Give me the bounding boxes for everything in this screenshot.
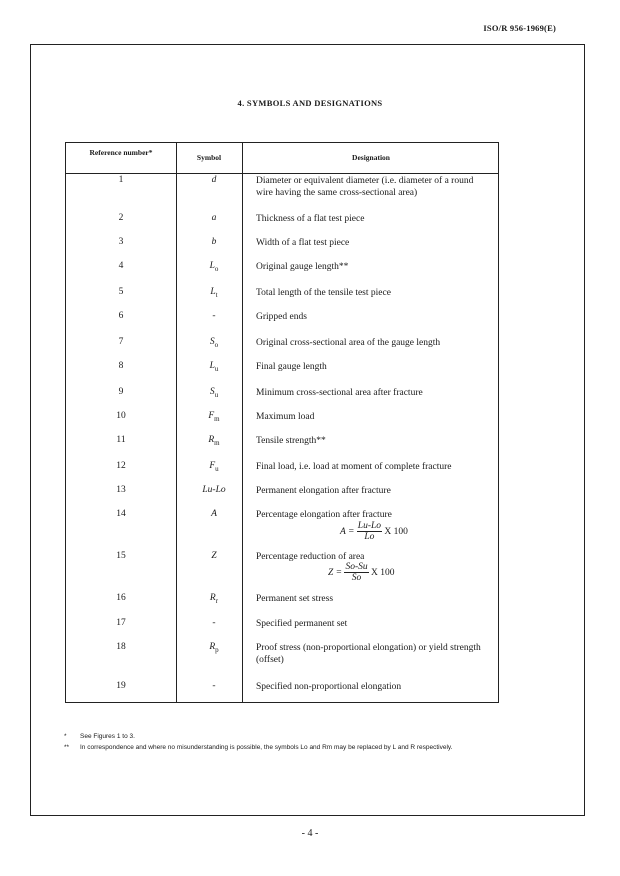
symbol-subscript: m xyxy=(214,438,220,447)
designation: Tensile strength** xyxy=(256,436,326,446)
symbol-letter: S xyxy=(209,337,215,347)
symbol-letter: d xyxy=(211,175,217,185)
footnote-text: See Figures 1 to 3. xyxy=(80,733,135,740)
table-row xyxy=(66,261,498,285)
symbol-letter: F xyxy=(209,461,216,471)
symbol xyxy=(176,261,252,273)
formula-percentage-elongation xyxy=(340,521,408,543)
symbol-letter: L xyxy=(210,287,216,297)
symbol xyxy=(176,213,252,223)
symbol-letter: - xyxy=(212,681,216,691)
footnote-2 xyxy=(64,743,504,752)
table-row xyxy=(66,681,498,705)
symbol xyxy=(176,411,252,423)
symbol-letter: a xyxy=(211,213,217,223)
symbol-letter: F xyxy=(208,411,215,421)
designation: Permanent set stress xyxy=(256,594,334,604)
reference-number: 9 xyxy=(118,387,124,397)
table-row xyxy=(66,175,498,199)
header-divider xyxy=(66,173,498,174)
designation: Original cross-sectional area of the gauge length xyxy=(256,338,441,348)
symbol-subscript: p xyxy=(215,645,219,654)
formula-numerator: Lu-Lo xyxy=(357,521,382,531)
table-row xyxy=(66,337,498,361)
reference-number: 12 xyxy=(116,461,126,471)
symbol xyxy=(176,642,252,654)
symbol-letter: S xyxy=(209,387,215,397)
footnote-text: In correspondence and where no misunderstanding is possible, the symbols Lo and Rm may be replaced by L and R respectively. xyxy=(80,744,453,751)
designation: Permanent elongation after fracture xyxy=(256,486,391,496)
footnote-mark: * xyxy=(64,733,67,740)
symbol-letter: Lu-Lo xyxy=(202,485,226,495)
symbol-subscript: u xyxy=(214,364,219,373)
formula-reduction-of-area xyxy=(328,562,395,584)
symbol-letter: R xyxy=(209,642,216,652)
designation: Proof stress (non-proportional elongation) or yield strength (offset) xyxy=(256,643,481,665)
symbol xyxy=(176,593,252,605)
table-row xyxy=(66,287,498,311)
formula-rhs: X 100 xyxy=(384,527,408,538)
header-designation: Designation xyxy=(352,153,390,162)
symbol-letter: - xyxy=(212,618,216,628)
symbol-letter: A xyxy=(211,509,217,519)
symbol xyxy=(176,175,252,185)
table-row xyxy=(66,311,498,335)
symbol xyxy=(176,387,252,399)
designation: Final load, i.e. load at moment of complete fracture xyxy=(256,462,452,472)
formula-denominator: So xyxy=(351,573,362,583)
designation: Gripped ends xyxy=(256,312,307,322)
symbol xyxy=(176,287,252,299)
formula-lhs: Z = xyxy=(328,568,343,579)
symbol-letter: L xyxy=(209,361,215,371)
table-row xyxy=(66,593,498,617)
formula-denominator: Lo xyxy=(364,532,375,542)
designation: Diameter or equivalent diameter (i.e. diameter of a round wire having the same cross-sectional area) xyxy=(256,176,474,198)
designation: Specified permanent set xyxy=(256,619,348,629)
reference-number: 16 xyxy=(116,593,126,603)
formula-numerator: So-Su xyxy=(345,562,368,572)
table-row xyxy=(66,411,498,435)
symbol xyxy=(176,337,252,349)
reference-number: 14 xyxy=(116,509,126,519)
symbol xyxy=(176,237,252,247)
symbol xyxy=(176,509,252,519)
reference-number: 3 xyxy=(118,237,124,247)
symbol xyxy=(176,435,252,447)
symbol-subscript: o xyxy=(214,264,219,273)
designation: Final gauge length xyxy=(256,362,327,372)
table-row xyxy=(66,618,498,642)
table-row xyxy=(66,213,498,237)
designation: Specified non-proportional elongation xyxy=(256,682,402,692)
reference-number: 2 xyxy=(118,213,124,223)
table-row xyxy=(66,485,498,509)
reference-number: 5 xyxy=(118,287,124,297)
formula-lhs: A = xyxy=(340,527,355,538)
symbol xyxy=(176,361,252,373)
symbol-subscript: m xyxy=(214,414,220,423)
section-title: 4. SYMBOLS AND DESIGNATIONS xyxy=(237,98,383,108)
reference-number: 13 xyxy=(116,485,126,495)
symbol-letter: Z xyxy=(211,551,217,561)
header-reference-number: Reference number* xyxy=(89,148,153,157)
formula-rhs: X 100 xyxy=(371,568,395,579)
reference-number: 18 xyxy=(116,642,126,652)
reference-number: 6 xyxy=(118,311,124,321)
header-symbol: Symbol xyxy=(196,153,222,162)
table-row xyxy=(66,642,498,666)
symbol xyxy=(176,681,252,691)
footnotes xyxy=(64,732,504,754)
reference-number: 10 xyxy=(116,411,126,421)
reference-number: 7 xyxy=(118,337,124,347)
footnote-mark: ** xyxy=(64,744,70,751)
page-number: - 4 - xyxy=(301,828,319,839)
designation: Percentage reduction of area xyxy=(256,552,365,562)
footnote-1 xyxy=(64,732,504,741)
table-row xyxy=(66,461,498,485)
fraction xyxy=(344,562,368,584)
symbol-letter: R xyxy=(208,435,215,445)
symbol-letter: - xyxy=(212,311,216,321)
symbol-letter: b xyxy=(211,237,217,247)
symbol xyxy=(176,485,252,495)
reference-number: 4 xyxy=(118,261,124,271)
table-row xyxy=(66,551,498,575)
symbol-subscript: t xyxy=(215,290,218,299)
table-row xyxy=(66,237,498,261)
symbol xyxy=(176,461,252,473)
symbol-subscript: o xyxy=(214,340,219,349)
document-code: ISO/R 956-1969(E) xyxy=(483,23,556,33)
reference-number: 17 xyxy=(116,618,126,628)
designation: Original gauge length** xyxy=(256,262,349,272)
fraction xyxy=(357,521,382,543)
table-row xyxy=(66,435,498,459)
symbol-subscript: u xyxy=(214,390,219,399)
table-row xyxy=(66,509,498,533)
table-row xyxy=(66,361,498,385)
reference-number: 11 xyxy=(116,435,126,445)
reference-number: 1 xyxy=(118,175,124,185)
symbols-table xyxy=(65,142,499,703)
designation: Width of a flat test piece xyxy=(256,238,350,248)
symbol xyxy=(176,551,252,561)
reference-number: 15 xyxy=(116,551,126,561)
designation: Percentage elongation after fracture xyxy=(256,510,392,520)
symbol-subscript: u xyxy=(215,464,219,473)
table-row xyxy=(66,387,498,411)
symbol xyxy=(176,311,252,321)
symbol-subscript: r xyxy=(215,596,219,605)
designation: Minimum cross-sectional area after fracture xyxy=(256,388,423,398)
designation: Total length of the tensile test piece xyxy=(256,288,391,298)
symbol xyxy=(176,618,252,628)
reference-number: 8 xyxy=(118,361,124,371)
symbol-letter: L xyxy=(209,261,215,271)
symbol-letter: R xyxy=(209,593,216,603)
designation: Thickness of a flat test piece xyxy=(256,214,365,224)
reference-number: 19 xyxy=(116,681,126,691)
designation: Maximum load xyxy=(256,412,315,422)
